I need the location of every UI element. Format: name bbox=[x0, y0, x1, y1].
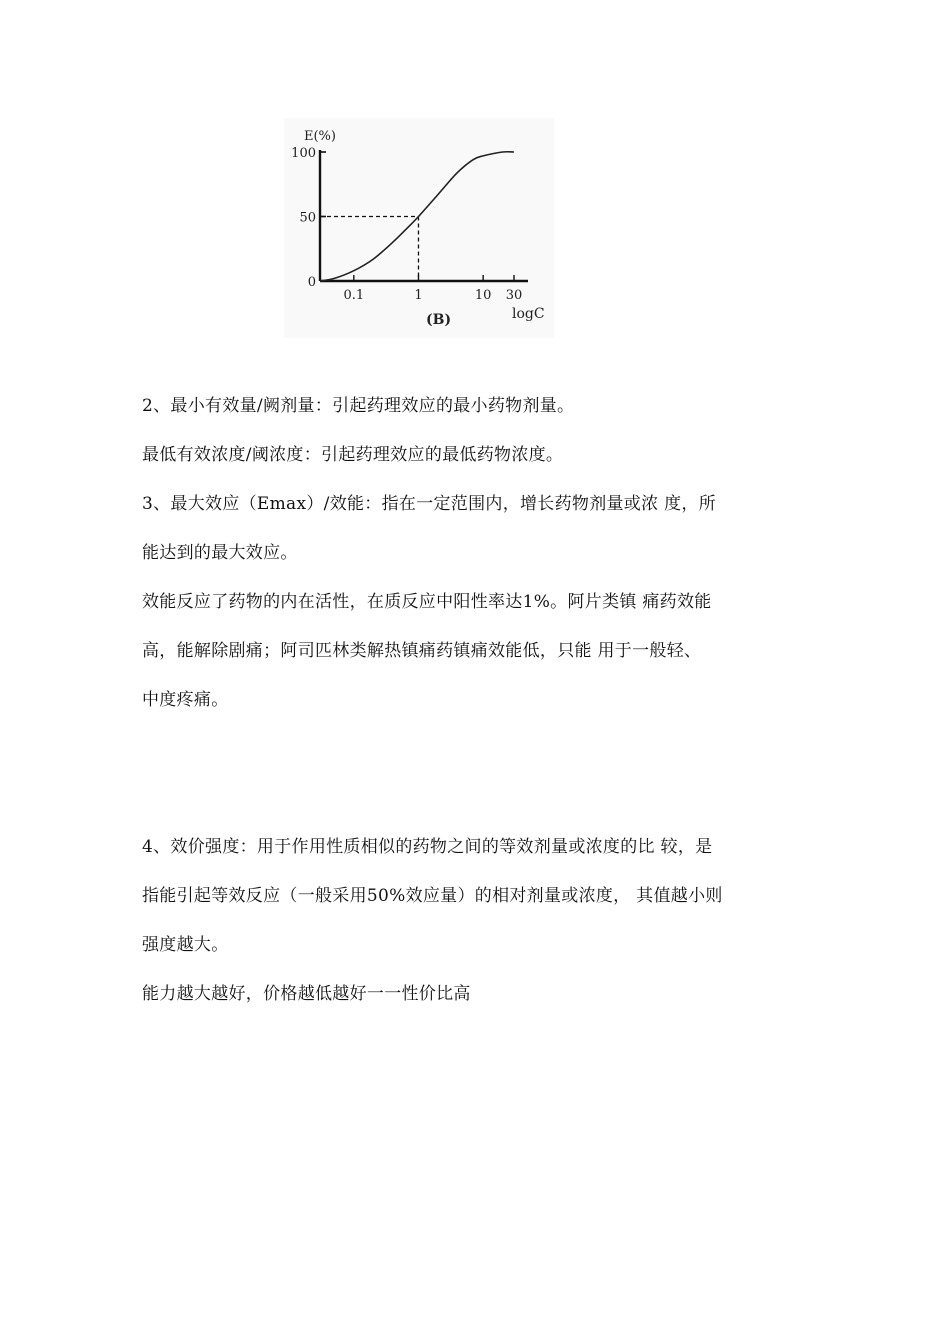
paragraph bbox=[142, 823, 822, 970]
paragraph-line: 中度疼痛。 bbox=[142, 690, 229, 710]
paragraph-line: 强度越大。 bbox=[142, 935, 229, 955]
paragraph bbox=[142, 970, 822, 1019]
dose-response-chart bbox=[284, 118, 554, 338]
y-axis-label: E(%) bbox=[304, 129, 336, 144]
paragraph-line: 效能反应了药物的内在活性，在质反应中阳性率达1%。阿片类镇 痛药效能 bbox=[142, 592, 712, 612]
paragraph bbox=[142, 480, 822, 578]
y-tick-label: 0 bbox=[307, 275, 316, 290]
paragraph-line: 2、最小有效量/阙剂量：引起药理效应的最小药物剂量。 bbox=[142, 396, 575, 416]
x-tick-label: 30 bbox=[505, 288, 523, 303]
paragraph-line: 3、最大效应（Emax）/效能：指在一定范围内，增长药物剂量或浓 度，所 bbox=[142, 494, 716, 514]
paragraph bbox=[142, 382, 822, 431]
chart-axes bbox=[320, 150, 528, 281]
paragraph-line: 指能引起等效反应（一般采用50%效应量）的相对剂量或浓度， 其值越小则 bbox=[142, 886, 723, 906]
x-tick-label: 10 bbox=[474, 288, 492, 303]
paragraph bbox=[142, 578, 822, 725]
paragraph bbox=[142, 431, 822, 480]
figure-caption: (B) bbox=[426, 312, 452, 328]
reference-lines bbox=[320, 217, 418, 282]
x-axis-label: logC bbox=[512, 306, 545, 322]
y-tick-labels bbox=[291, 146, 316, 290]
x-tick-label: 1 bbox=[414, 288, 423, 303]
y-tick-label: 100 bbox=[291, 146, 316, 161]
paragraph-line: 高，能解除剧痛；阿司匹林类解热镇痛药镇痛效能低，只能 用于一般轻、 bbox=[142, 641, 702, 661]
paragraph-line: 4、效价强度：用于作用性质相似的药物之间的等效剂量或浓度的比 较，是 bbox=[142, 837, 713, 857]
paragraph-line: 能达到的最大效应。 bbox=[142, 543, 298, 563]
paragraph-line: 能力越大越好，价格越低越好一一性价比高 bbox=[142, 984, 471, 1004]
y-tick-label: 50 bbox=[299, 210, 316, 226]
x-tick-labels bbox=[343, 288, 522, 303]
x-tick-label: 0.1 bbox=[343, 288, 365, 303]
dose-response-figure bbox=[284, 118, 554, 338]
paragraph-line: 最低有效浓度/阈浓度：引起药理效应的最低药物浓度。 bbox=[142, 445, 564, 465]
